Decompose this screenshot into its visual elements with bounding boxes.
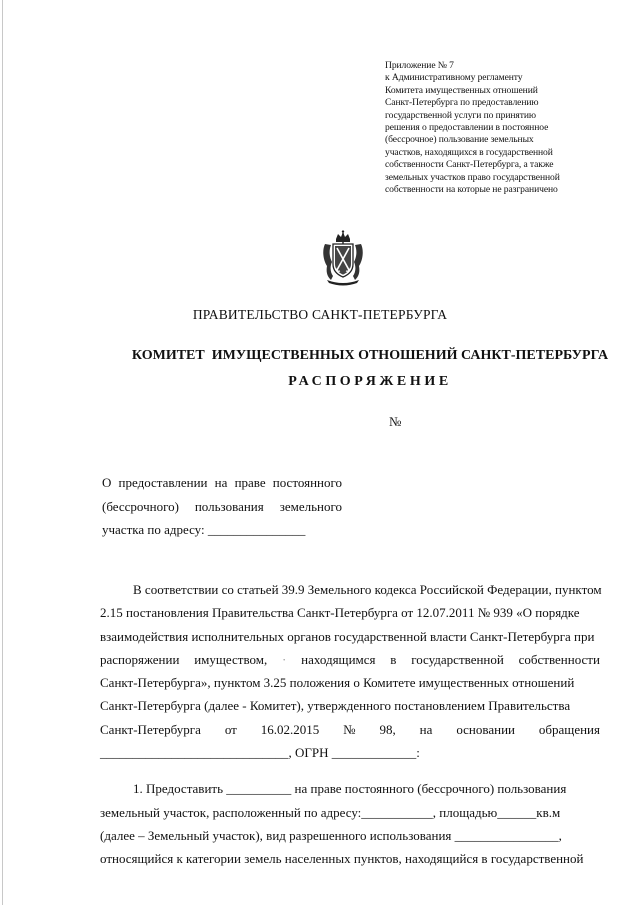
body-word: распоряжении [100, 651, 180, 667]
appendix-line: земельных участков право государственной [385, 171, 560, 183]
document-type-title: РАСПОРЯЖЕНИЕ [288, 374, 452, 389]
body-word: на [419, 721, 433, 737]
order-number-sign: № [389, 414, 402, 429]
appendix-line: Санкт-Петербурга по предоставлению [385, 97, 539, 109]
subject-word: земельного [279, 498, 342, 514]
subject-line [102, 495, 342, 519]
body-line: В соответствии со статьей 39.9 Земельного кодекса Российской Федерации, пунктом [133, 582, 602, 597]
body-word: Санкт-Петербурга [100, 721, 201, 737]
body-line [100, 718, 600, 741]
order-body [100, 578, 600, 871]
appendix-line: участков, находящихся в государственной [385, 146, 553, 158]
body-line: _____________________________, ОГРН _____________: [100, 745, 420, 761]
body-word: имуществом, [194, 651, 268, 667]
appendix-line: государственной услуги по принятию [385, 109, 536, 121]
body-word: · [282, 651, 287, 667]
body-word: обращения [538, 721, 600, 737]
appendix-line: Приложение № 7 [385, 60, 454, 71]
body-word: государственной [411, 651, 504, 667]
appendix-note [385, 60, 620, 196]
body-word: от [224, 721, 237, 737]
subject-line [102, 471, 342, 495]
body-word: находящимся [301, 651, 376, 667]
body-line: (далее – Земельный участок), вид разрешенного использования ________________, [100, 827, 562, 843]
body-line: Санкт-Петербурга (далее - Комитет), утвержденного постановлением Правительства [100, 698, 571, 714]
subject-word: О [102, 475, 112, 490]
appendix-line: (бессрочное) пользование земельных [385, 134, 534, 146]
body-word: собственности [518, 651, 600, 667]
body-line: Санкт-Петербурга», пунктом 3.25 положения о Комитете имущественных отношений [100, 675, 575, 691]
subject-word: постоянного [272, 475, 342, 490]
committee-title: КОМИТЕТ ИМУЩЕСТВЕННЫХ ОТНОШЕНИЙ САНКТ-ПЕТЕРБУРГА [131, 348, 609, 363]
appendix-line: Комитета имущественных отношений [385, 84, 538, 96]
body-word: основании [456, 721, 515, 737]
page-edge-line [2, 0, 3, 905]
saint-petersburg-coat-of-arms-icon [321, 230, 365, 286]
body-line: земельный участок, расположенный по адресу:___________, площадью______кв.м [100, 804, 561, 820]
government-title: ПРАВИТЕЛЬСТВО САНКТ-ПЕТЕРБУРГА [192, 307, 448, 322]
subject-word: предоставлении [118, 475, 208, 490]
paragraph-gap [100, 764, 600, 777]
appendix-line: к Административному регламенту [385, 72, 523, 84]
body-word: в [390, 651, 397, 667]
body-line: относящийся к категории земель населенных пунктов, находящийся в государственной [100, 851, 584, 867]
body-line: 2.15 постановления Правительства Санкт-Петербурга от 12.07.2011 № 939 «О порядке [100, 605, 580, 621]
body-word: 16.02.2015 [260, 721, 320, 737]
subject-line: участка по адресу: _______________ [102, 522, 306, 537]
appendix-line: собственности Санкт-Петербурга, а также [385, 159, 554, 171]
subject-word: (бессрочного) [102, 498, 179, 514]
body-word: 98, [379, 721, 396, 737]
appendix-line: собственности на которые не разграничено [385, 184, 558, 196]
subject-word: пользования [194, 498, 264, 514]
appendix-line: решения о предоставлении в постоянное [385, 122, 549, 134]
subject-word: на [214, 475, 228, 490]
order-subject [102, 471, 342, 542]
body-line: 1. Предоставить __________ на праве постоянного (бессрочного) пользования [133, 781, 567, 797]
subject-word: праве [234, 475, 266, 490]
body-line [100, 648, 600, 671]
body-word: № [343, 721, 356, 737]
body-line: взаимодействия исполнительных органов государственной власти Санкт-Петербурга при [100, 628, 595, 644]
